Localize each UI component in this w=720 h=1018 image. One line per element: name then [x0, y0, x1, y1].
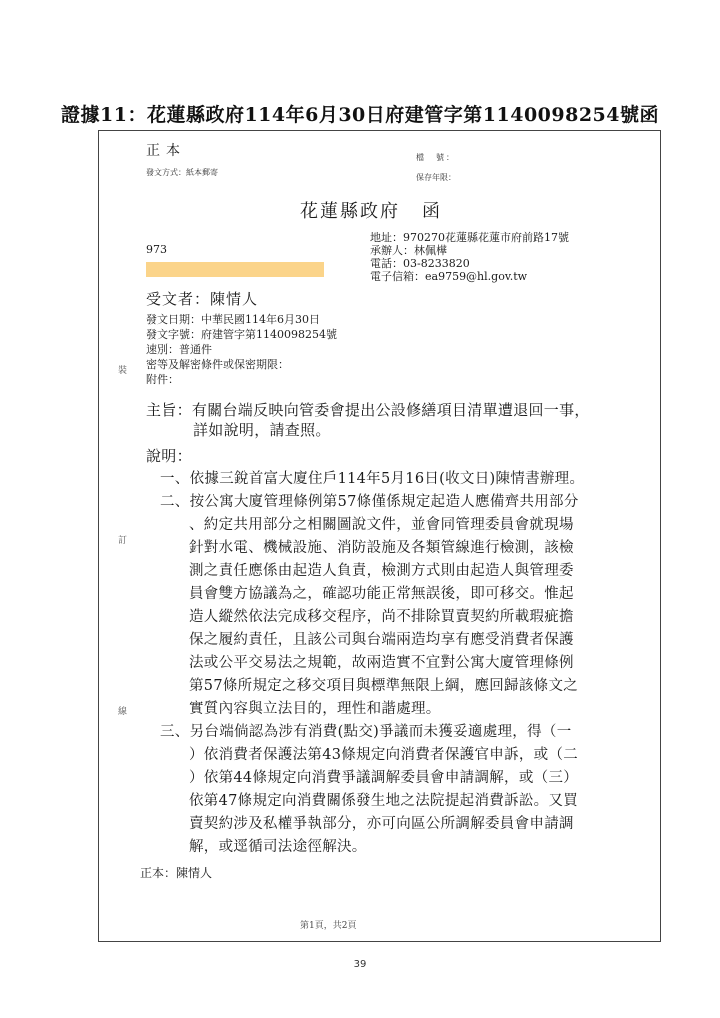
item-2-line: 測之責任應係由起造人負責，檢測方式則由起造人與管理委: [189, 563, 574, 579]
exhibit-title: 證據11：花蓮縣政府114年6月30日府建管字第1140098254號函: [61, 104, 659, 126]
sender-email: 電子信箱：ea9759@hl.gov.tw: [370, 270, 528, 283]
redacted-address: [146, 262, 324, 277]
secrecy-level: 密等及解密條件或保密期限：: [146, 358, 289, 371]
item-2-line: 實質內容與立法目的，理性和諧處理。: [189, 701, 441, 717]
issuing-agency: 花蓮縣政府: [300, 201, 400, 222]
explanation-item-1: 一、依據三銳首富大廈住戶114年5月16日(收文日)陳情書辦理。: [160, 471, 585, 487]
delivery-speed: 速別：普通件: [146, 343, 212, 356]
file-number-label: 檔 號：: [416, 153, 456, 162]
attachment: 附件：: [146, 373, 179, 386]
postal-code: 973: [146, 243, 167, 256]
sender-phone: 電話：03-8233820: [370, 257, 470, 270]
retention-period-label: 保存年限：: [416, 173, 456, 182]
sender-contact: 承辦人：林佩樺: [370, 244, 447, 257]
item-2-line: 保之履約責任，且該公司與台端兩造均享有應受消費者保護: [189, 632, 574, 648]
document-type: 函: [422, 201, 442, 222]
item-3-line: ）依消費者保護法第43條規定向消費者保護官申訴，或（二: [189, 747, 579, 763]
dispatch-date: 發文日期：中華民國114年6月30日: [146, 313, 320, 326]
item-2-line: 法或公平交易法之規範，故兩造實不宜對公寓大廈管理條例: [189, 655, 574, 671]
binding-mark-bottom: 線: [118, 707, 128, 717]
item-2-line: 針對水電、機械設施、消防設施及各類管線進行檢測，該檢: [189, 540, 574, 556]
item-2-line: 員會雙方協議為之，確認功能正常無誤後，即可移交。惟起: [189, 586, 574, 602]
document-page-footer: 第1頁，共2頁: [300, 921, 357, 931]
subject-line-2: 詳如說明，請查照。: [193, 421, 331, 439]
document-title: [300, 197, 442, 223]
original-copy-mark: 正本: [146, 143, 186, 159]
binding-mark-top: 裝: [118, 366, 128, 376]
item-3-line: ）依第44條規定向消費爭議調解委員會申請調解，或（三）: [189, 770, 579, 786]
recipient: 受文者：陳情人: [146, 290, 259, 308]
item-2-line: 造人縱然依法完成移交程序，尚不排除買賣契約所載瑕疵擔: [189, 609, 574, 625]
item-2-line: 第57條所規定之移交項目與標準無限上綱，應回歸該條文之: [189, 678, 579, 694]
sender-address: 地址：970270花蓮縣花蓮市府前路17號: [370, 231, 569, 244]
item-2-line: 二、按公寓大廈管理條例第57條僅係規定起造人應備齊共用部分: [160, 494, 579, 510]
subject-line-1: 主旨：有關台端反映向管委會提出公設修繕項目清單遭退回一事，: [146, 401, 590, 419]
copy-to: 正本：陳情人: [140, 866, 213, 880]
dispatch-method-note: 發文方式：紙本郵寄: [146, 168, 218, 177]
item-3-line: 賣契約涉及私權爭執部分，亦可向區公所調解委員會申請調: [189, 816, 574, 832]
dispatch-number: 發文字號：府建管字第1140098254號: [146, 328, 337, 341]
binding-mark-middle: 訂: [118, 536, 128, 546]
item-3-line: 三、另台端倘認為涉有消費(點交)爭議而未獲妥適處理，得（一: [160, 724, 572, 740]
page-number: 39: [353, 959, 367, 970]
item-3-line: 解，或逕循司法途徑解決。: [189, 839, 367, 855]
explanation-label: 說明：: [146, 447, 192, 465]
item-2-line: 、約定共用部分之相關圖說文件，並會同管理委員會就現場: [189, 517, 574, 533]
item-3-line: 依第47條規定向消費關係發生地之法院提起消費訴訟。又買: [189, 793, 579, 809]
